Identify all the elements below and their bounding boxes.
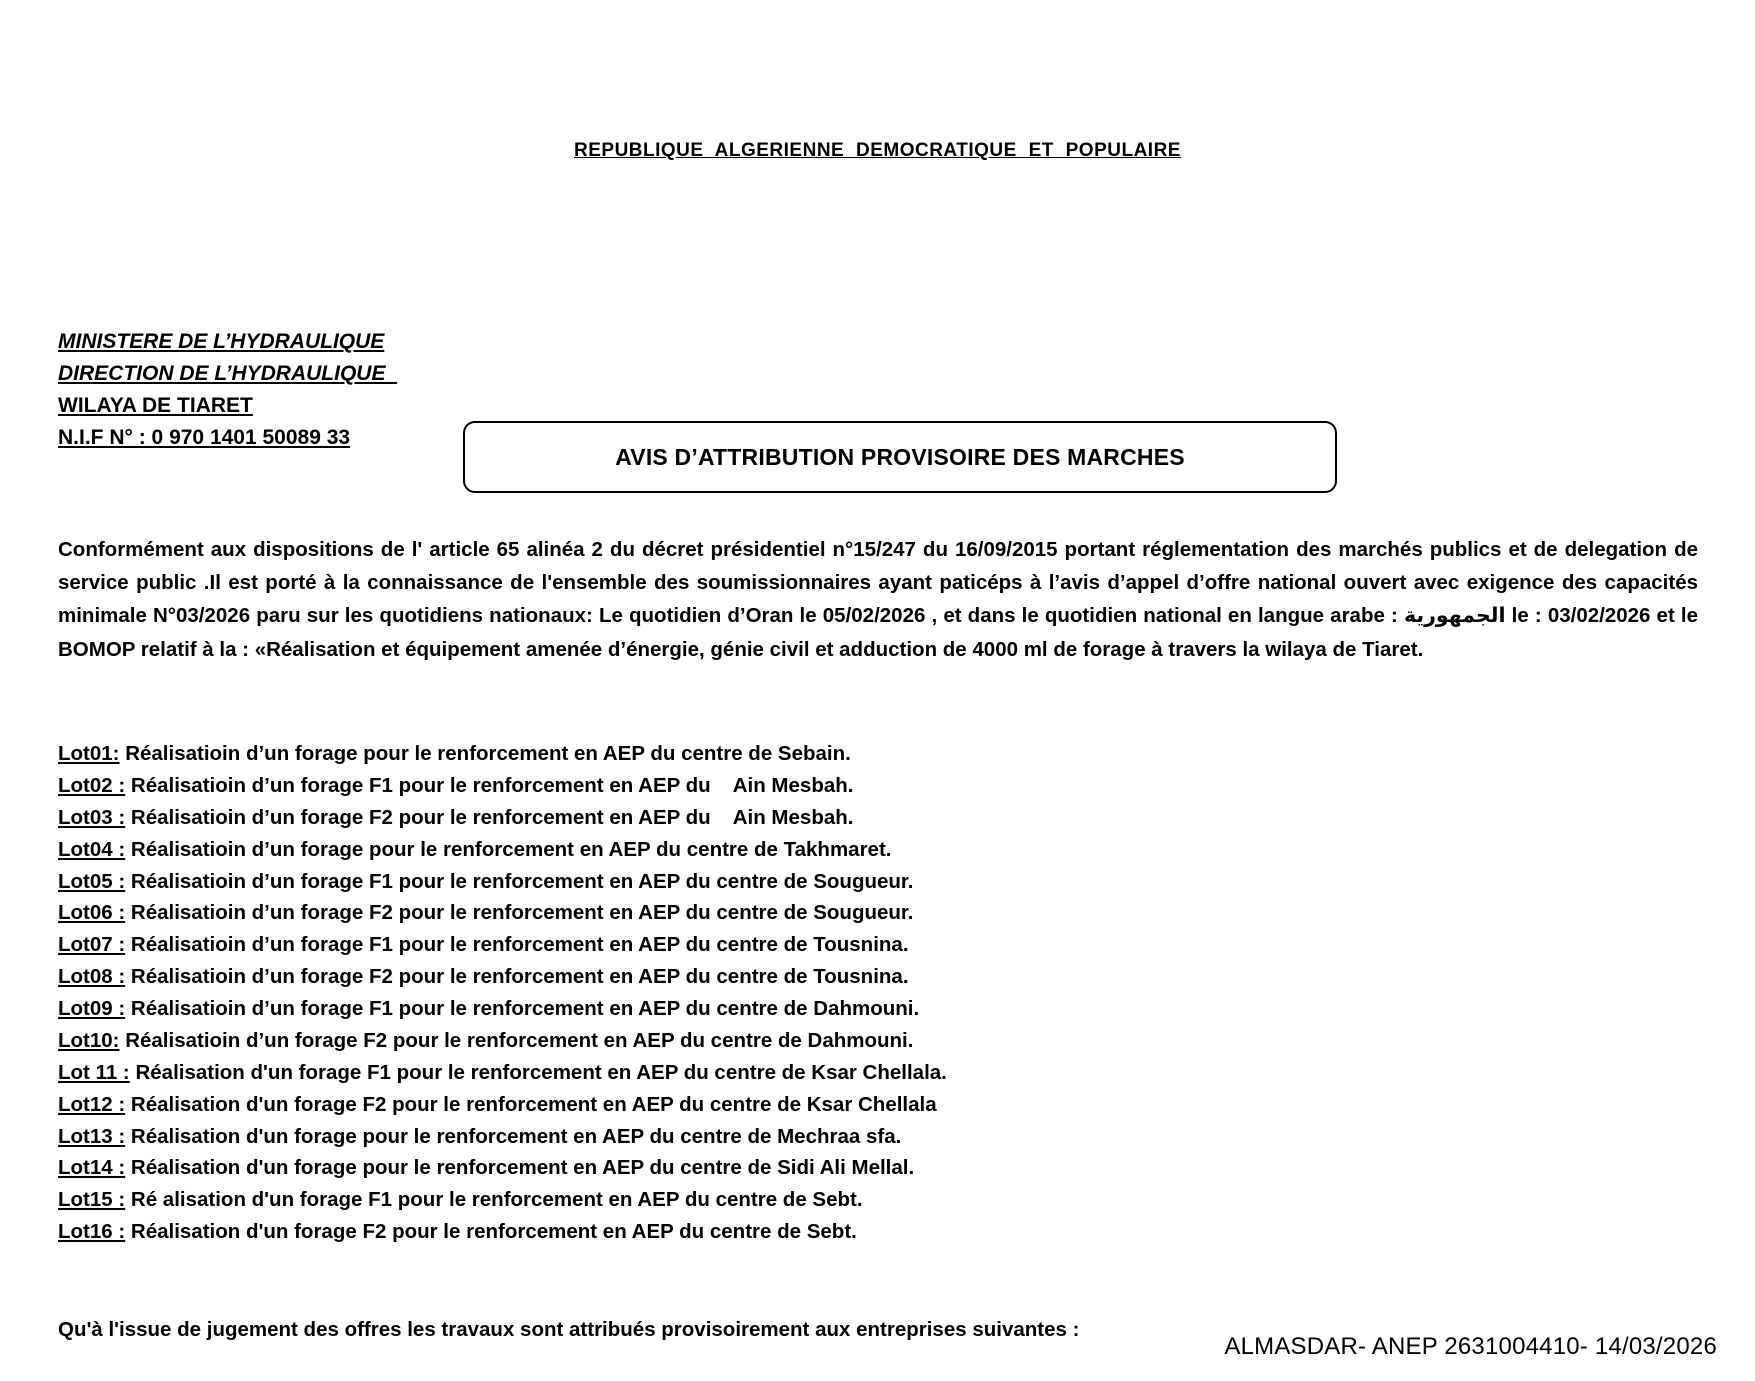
lot-label: Lot03 : xyxy=(58,805,126,829)
closing-sentence: Qu'à l'issue de jugement des offres les travaux sont attribués provisoirement aux entreprises suivantes : xyxy=(58,1318,1080,1341)
lot-text: Réalisatioin d’un forage F2 pour le renforcement en AEP du centre de Tousnina. xyxy=(125,965,909,989)
list-item xyxy=(58,866,1698,898)
lot-text: Réalisatioin d’un forage F2 pour le renforcement en AEP du centre de Dahmouni. xyxy=(119,1028,914,1052)
lot-label: Lot15 : xyxy=(58,1188,126,1212)
lot-text: Réalisatioin d’un forage F1 pour le renforcement en AEP du centre de Tousnina. xyxy=(125,933,909,957)
list-item xyxy=(58,993,1698,1025)
footer-reference: ALMASDAR- ANEP 2631004410- 14/03/2026 xyxy=(1224,1333,1717,1360)
lot-label: Lot06 : xyxy=(58,901,126,925)
list-item xyxy=(58,1184,1698,1216)
lots-list xyxy=(58,738,1698,1248)
list-item xyxy=(58,1025,1698,1057)
document-page xyxy=(0,140,1755,1381)
direction-line: DIRECTION DE L’HYDRAULIQUE xyxy=(58,361,398,385)
lot-text: Réalisatioin d’un forage F2 pour le renforcement en AEP du Ain Mesbah. xyxy=(125,805,854,829)
intro-arabic-newspaper: الجمهورية xyxy=(1403,603,1506,628)
wilaya-line: WILAYA DE TIARET xyxy=(58,393,253,417)
list-item xyxy=(58,1089,1698,1121)
lot-label: Lot14 : xyxy=(58,1156,126,1180)
lot-label: Lot02 : xyxy=(58,773,126,797)
page-title: AVIS D’ATTRIBUTION PROVISOIRE DES MARCHES xyxy=(615,443,1185,470)
list-item xyxy=(58,897,1698,929)
lot-label: Lot04 : xyxy=(58,837,126,861)
lot-text: Réalisation d'un forage F2 pour le renforcement en AEP du centre de Ksar Chellala xyxy=(125,1092,937,1116)
lot-text: Réalisatioin d’un forage F1 pour le renforcement en AEP du Ain Mesbah. xyxy=(125,773,854,797)
lot-text: Réalisation d'un forage pour le renforcement en AEP du centre de Sidi Ali Mellal. xyxy=(125,1156,915,1180)
lot-label: Lot 11 : xyxy=(58,1060,130,1084)
lot-text: Réalisatioin d’un forage F2 pour le renforcement en AEP du centre de Sougueur. xyxy=(125,901,914,925)
nif-line: N.I.F N° : 0 970 1401 50089 33 xyxy=(58,425,351,449)
organization-block xyxy=(58,326,397,454)
lot-label: Lot01: xyxy=(58,742,120,765)
title-box xyxy=(463,421,1337,493)
list-item xyxy=(58,1121,1698,1153)
lot-label: Lot12 : xyxy=(58,1092,126,1116)
lot-text: Réalisation d'un forage F2 pour le renforcement en AEP du centre de Sebt. xyxy=(125,1220,857,1244)
ministry-line: MINISTERE DE L’HYDRAULIQUE xyxy=(58,330,385,353)
lot-text: Réalisation d'un forage F1 pour le renforcement en AEP du centre de Ksar Chellala. xyxy=(129,1060,947,1084)
list-item xyxy=(58,738,1698,770)
lot-label: Lot07 : xyxy=(58,933,126,957)
national-header: REPUBLIQUE ALGERIENNE DEMOCRATIQUE ET POPULAIRE xyxy=(574,140,1181,161)
lot-text: Réalisatioin d’un forage F1 pour le renforcement en AEP du centre de Dahmouni. xyxy=(125,997,920,1020)
lot-label: Lot16 : xyxy=(58,1220,126,1244)
lot-label: Lot08 : xyxy=(58,965,126,989)
intro-paragraph xyxy=(58,533,1698,666)
lot-text: Réalisation d'un forage pour le renforcement en AEP du centre de Mechraa sfa. xyxy=(125,1124,902,1148)
intro-part-2: le : 03/02/2026 et le BOMOP relatif à la : «Réalisation et équipement amenée d’énergie, génie civil et adduction de 4000 ml de forage à travers la wilaya de Tiaret. xyxy=(58,604,1699,661)
list-item xyxy=(58,802,1698,834)
list-item xyxy=(58,961,1698,993)
list-item xyxy=(58,1152,1698,1184)
lot-label: Lot05 : xyxy=(58,869,126,893)
lot-label: Lot10: xyxy=(58,1028,120,1052)
lot-text: Réalisatioin d’un forage F1 pour le renforcement en AEP du centre de Sougueur. xyxy=(125,869,914,893)
list-item xyxy=(58,770,1698,802)
list-item xyxy=(58,834,1698,866)
list-item xyxy=(58,929,1698,961)
lot-label: Lot09 : xyxy=(58,997,126,1020)
list-item xyxy=(58,1216,1698,1248)
intro-part-1: Conformément aux dispositions de l' article 65 alinéa 2 du décret présidentiel n°15/247 du 16/09/2015 portant réglementation des marchés publics et de delegation de service public .Il est porté à la connaissance de l'ensemble des soumissionnaires ayant paticéps à l’avis d’appel d’offre national ouvert avec exigence des capacités minimale N°03/2026 paru sur les quotidiens nationaux: Le quotidien d’Oran le 05/02/2026 , et dans le quotidien national en langue arabe : xyxy=(58,538,1698,628)
lot-text: Ré alisation d'un forage F1 pour le renforcement en AEP du centre de Sebt. xyxy=(125,1188,863,1212)
list-item xyxy=(58,1057,1698,1089)
lot-text: Réalisatioin d’un forage pour le renforcement en AEP du centre de Takhmaret. xyxy=(125,837,892,861)
lot-label: Lot13 : xyxy=(58,1124,126,1148)
lot-text: Réalisatioin d’un forage pour le renforcement en AEP du centre de Sebain. xyxy=(119,742,851,765)
